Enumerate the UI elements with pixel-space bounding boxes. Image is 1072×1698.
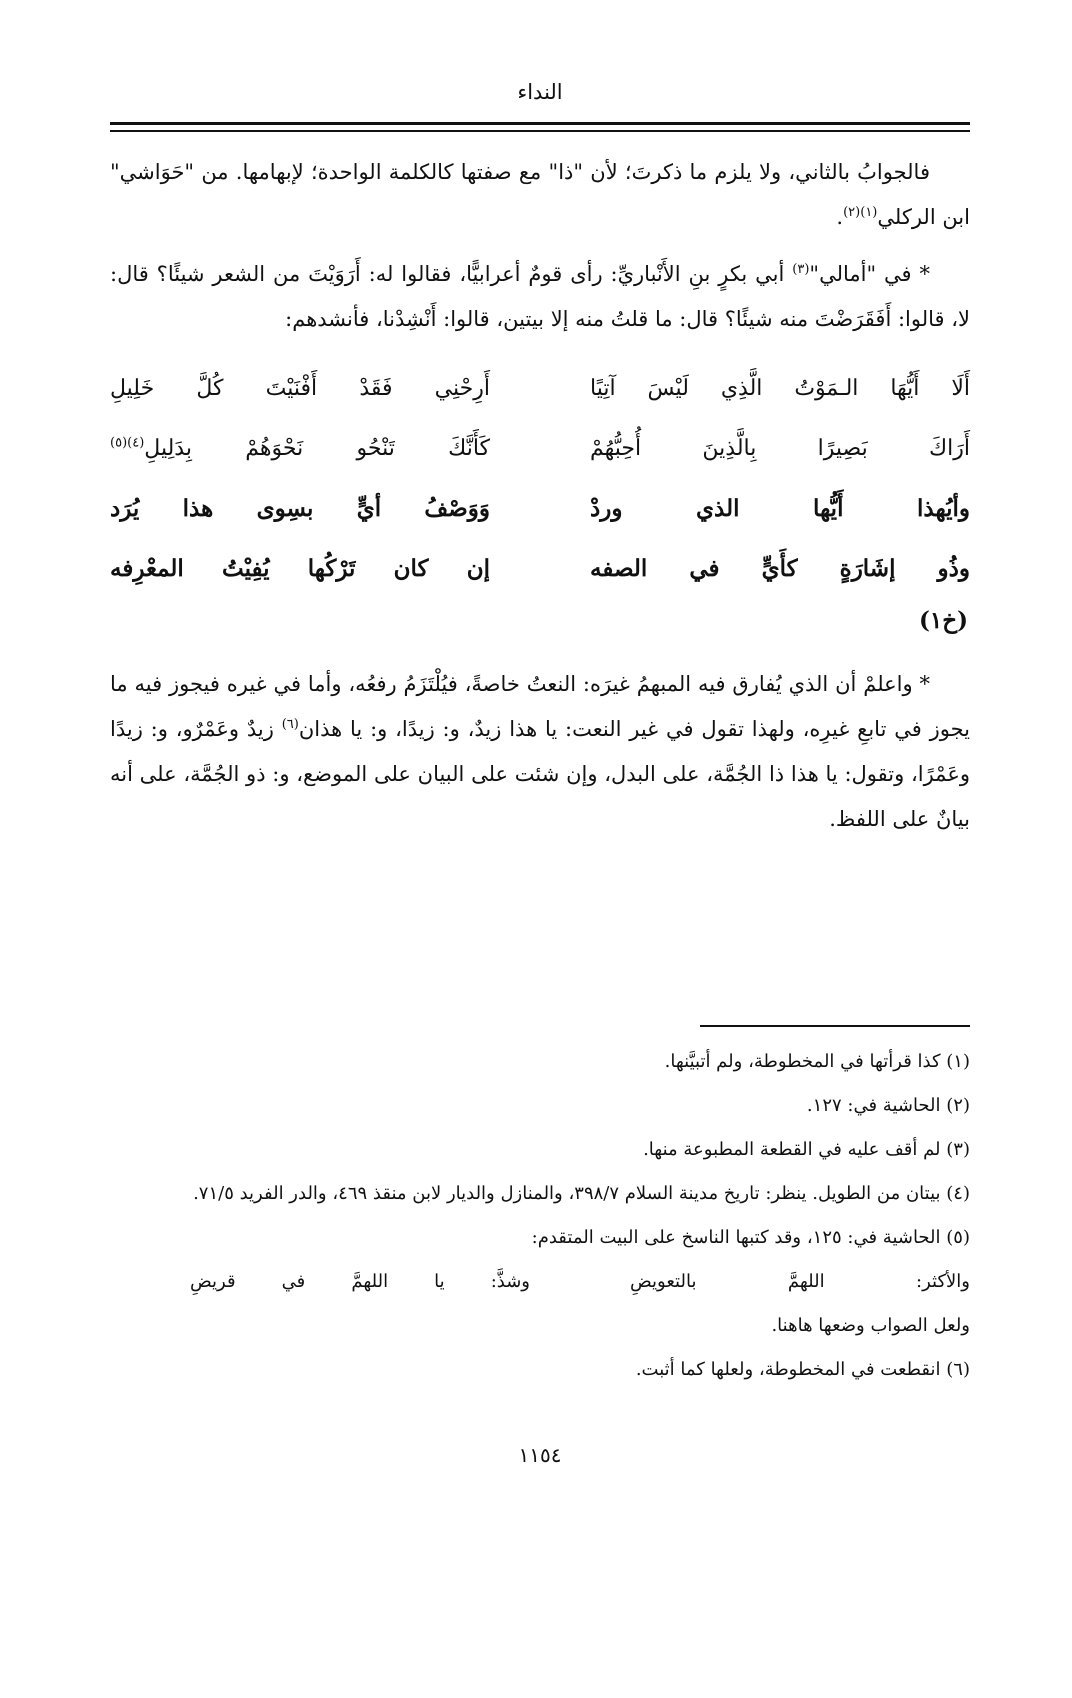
paragraph-2-start: * في "أمالي" <box>809 262 930 286</box>
footnote-6: (٦) انقطعت في المخطوطة، ولعلها كما أثبت. <box>635 1359 970 1380</box>
verse-first-hemistich: وأيُهذا أَيُّها الذي وردْ <box>590 494 970 522</box>
verse-second-hemistich: وَوَصْفُ أيٍّ بسِوى هذا يُرَد <box>110 494 490 522</box>
verse-second-hemistich <box>110 426 490 471</box>
page-number: ١١٥٤ <box>518 1443 562 1467</box>
verse-first-hemistich: أَرَاكَ بَصِيرًا بِالَّذِينَ أُحِبُّهُمْ <box>590 435 970 461</box>
manuscript-tag: (خ١) <box>919 607 968 634</box>
book-page <box>110 0 970 1698</box>
footnote-ref: (٦) <box>281 717 299 732</box>
footnote-5-verse <box>190 1263 970 1301</box>
footnote-ref: (١)(٢) <box>843 205 878 220</box>
verse-second-hemistich: أَرِحْنِي فَقَدْ أَفْنَيْتَ كُلَّ خَلِيلِ <box>110 375 490 401</box>
footnote-ref: (٤)(٥) <box>110 435 145 451</box>
verse-second-hemistich: إن كان تَرْكُها يُفِيْتُ المعْرِفه <box>110 554 490 582</box>
verse-second-hemistich-text: كَأَنَّكَ تَنْحُو نَحْوَهُمْ بِدَلِيلِ <box>144 435 490 461</box>
footnote-3: (٣) لم أقف عليه في القطعة المطبوعة منها. <box>643 1139 970 1160</box>
running-header: النداء <box>517 80 563 104</box>
paragraph-1 <box>110 150 970 240</box>
footnote-separator <box>700 1025 970 1027</box>
footnote-5: (٥) الحاشية في: ١٢٥، وقد كتبها الناسخ على البيت المتقدم: <box>531 1227 970 1248</box>
paragraph-3-start: * واعلمْ أن الذي يُفارق فيه المبهمُ غيرَه: النعتُ خاصةً، فيُلْتَزَمُ رفعُه، وأما في غيره فيجوز فيه ما يجوز في تابعِ غيرِه، ولهذا تقول في غير النعت: يا هذا زيدٌ، و: زيدًا، و: يا هذان <box>110 672 970 741</box>
footnote-ref: (٣) <box>792 262 810 277</box>
footnote-4: (٤) بيتان من الطويل. ينظر: تاريخ مدينة السلام ٣٩٨/٧، والمنازل والديار لابن منقذ ٤٦٩، والدر الفريد ٧١/٥. <box>193 1183 970 1204</box>
paragraph-1-end: . <box>836 205 844 229</box>
bold-verse-line <box>110 538 970 598</box>
verse-line <box>110 358 970 418</box>
paragraph-3 <box>110 662 970 842</box>
footnote-5-continuation: ولعل الصواب وضعها هاهنا. <box>771 1315 970 1336</box>
main-text <box>110 150 970 842</box>
paragraph-2-text: أبي بكرٍ بنِ الأَنْباريِّ: رأى قومٌ أعرابيًّا، فقالوا له: أَرَوَيْتَ من الشعر شيئًا؟ قال: لا، قالوا: أَفَقَرَضْتَ منه شيئًا؟ قال: ما قلتُ منه إلا بيتين، قالوا: أَنْشِدْنا، فأنشدهم: <box>110 262 970 331</box>
footnote-1: (١) كذا قرأتها في المخطوطة، ولم أتبيَّنها. <box>664 1051 970 1072</box>
footnotes <box>110 1043 970 1395</box>
verse-first-hemistich: وذُو إشَارَةٍ كأَيٍّ في الصفه <box>590 554 970 582</box>
verse-line <box>110 418 970 478</box>
footnote-verse-first-hemistich: والأكثر: اللهمَّ بالتعويضِ <box>630 1271 970 1292</box>
header-rule-thin <box>110 130 970 132</box>
verse-first-hemistich: أَلَا أَيُّهَا الـمَوْتُ الَّذِي لَيْسَ آتِيًا <box>590 375 970 401</box>
footnote-verse-second-hemistich: وشذَّ: يا اللهمَّ في قريضِ <box>190 1271 530 1292</box>
footnote-2: (٢) الحاشية في: ١٢٧. <box>806 1095 970 1116</box>
poem <box>110 358 970 650</box>
header-rule-thick <box>110 122 970 125</box>
bold-verse-line <box>110 478 970 538</box>
paragraph-2 <box>110 252 970 342</box>
paragraph-1-text: فالجوابُ بالثاني، ولا يلزم ما ذكرتَ؛ لأن "ذا" مع صفتها كالكلمة الواحدة؛ لإبهامها. من "حَوَاشي" ابن الركلي <box>110 160 970 229</box>
paragraph-3-text: زيدٌ وعَمْرٌو، و: زيدًا وعَمْرًا، وتقول: يا هذا ذا الجُمَّة، على البدل، وإن شئت على البيان على الموضع، و: ذو الجُمَّة، على أنه بيانٌ على اللفظ. <box>110 717 970 831</box>
